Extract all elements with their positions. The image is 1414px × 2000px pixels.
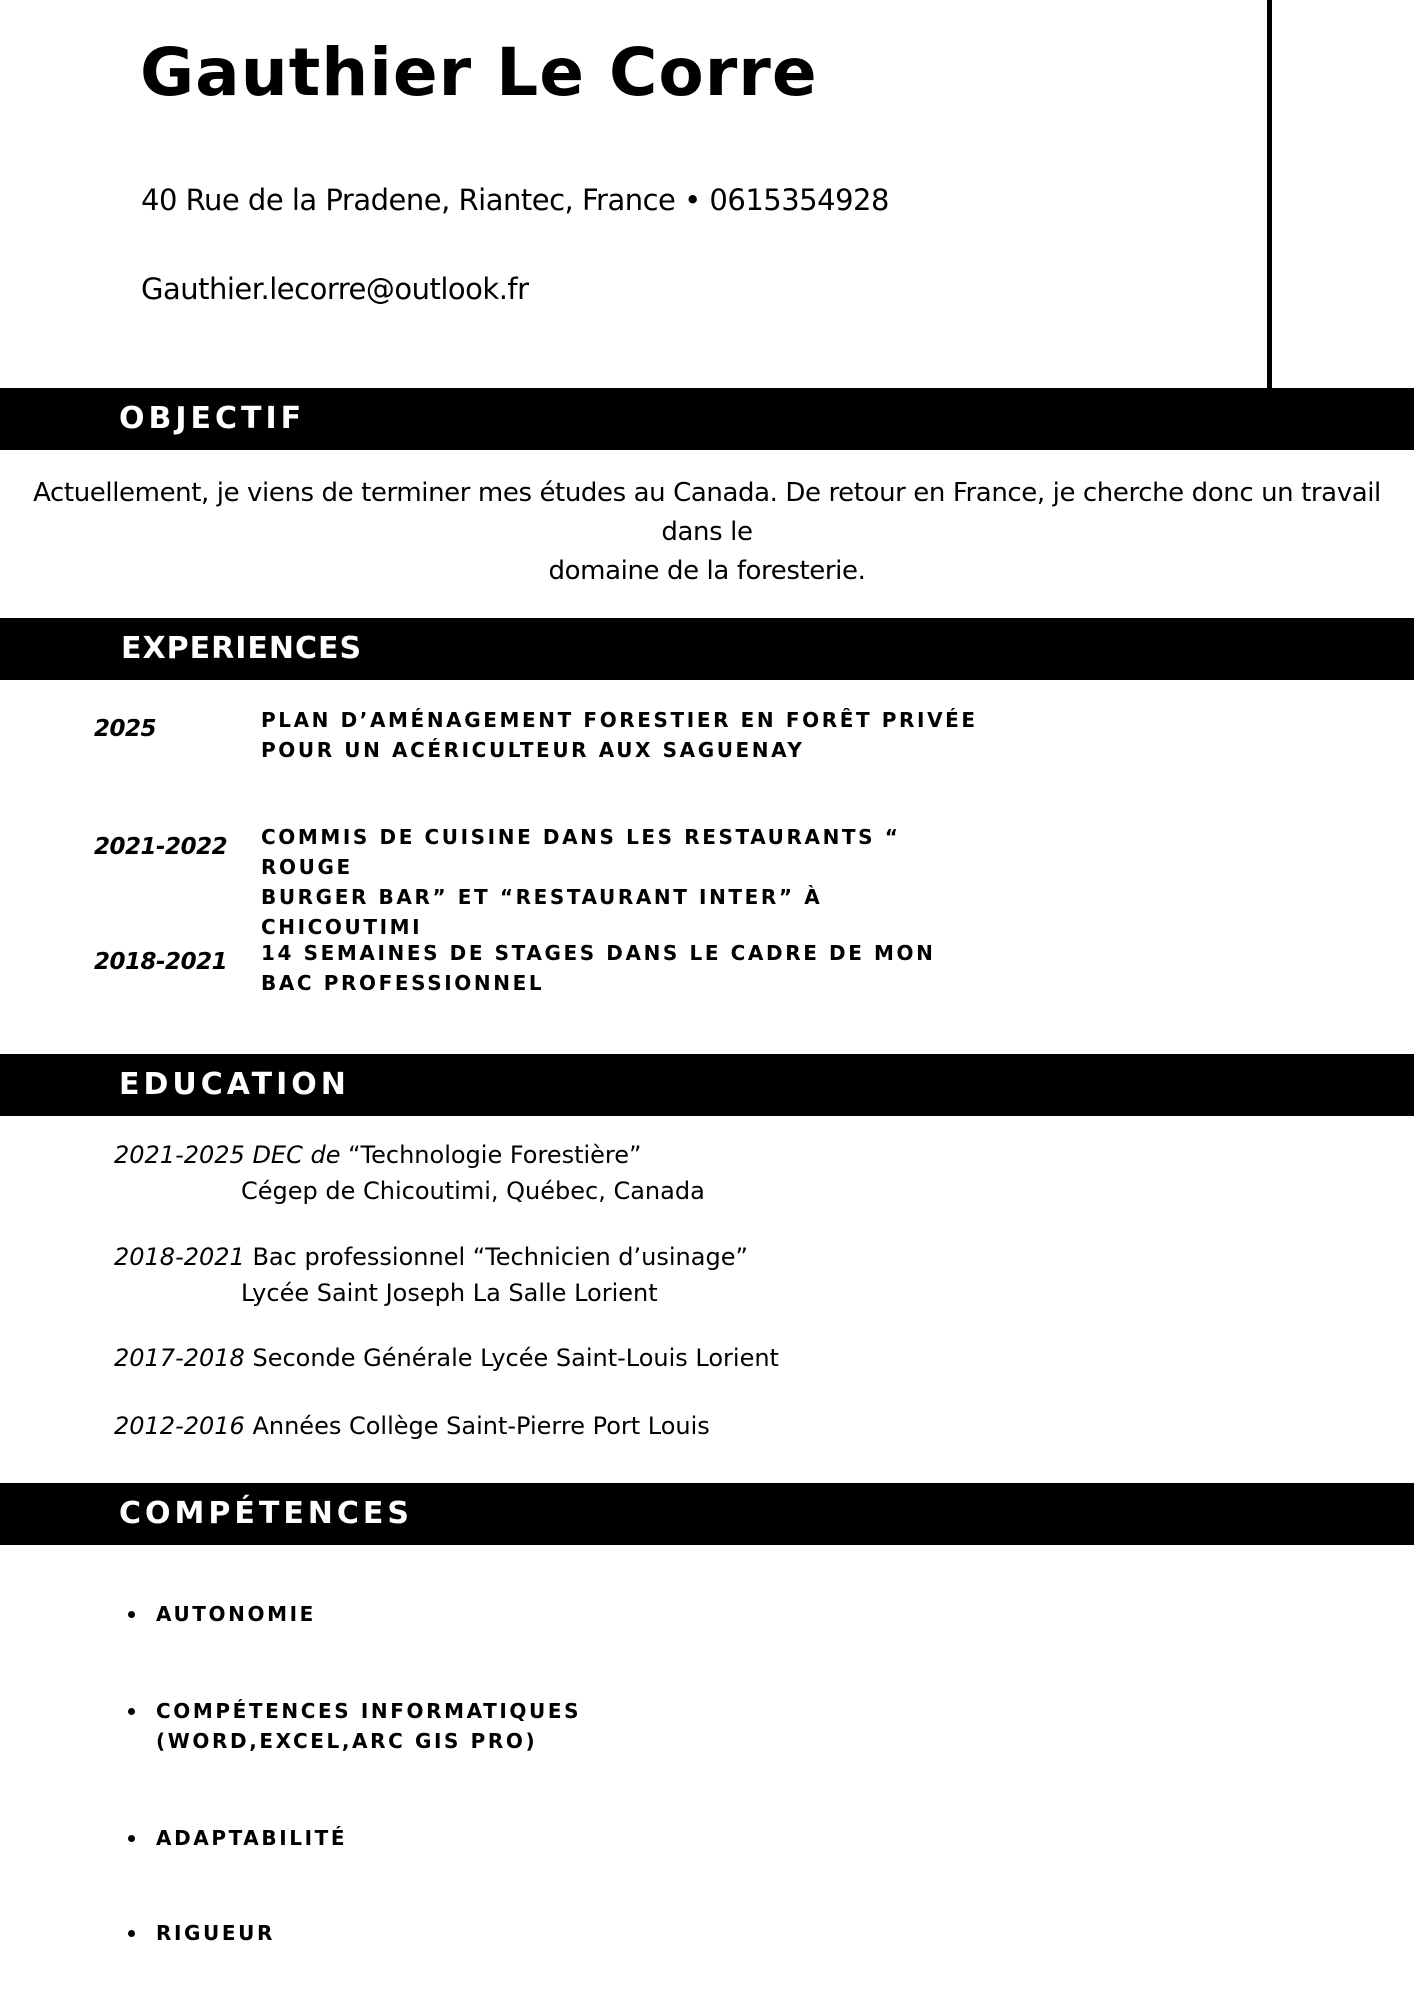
education-item <box>114 1412 710 1440</box>
skill-item <box>128 1823 347 1853</box>
skill-label: ADAPTABILITÉ <box>156 1826 348 1850</box>
skill-label: (WORD,EXCEL,ARC GIS PRO) <box>156 1729 538 1753</box>
experience-year: 2025 <box>94 716 157 742</box>
objective-text <box>0 474 1414 591</box>
bullet-icon <box>128 1930 135 1937</box>
education-institution: Lycée Saint Joseph La Salle Lorient <box>241 1279 658 1307</box>
section-header-education: EDUCATION <box>0 1054 1414 1116</box>
experience-title <box>261 938 981 998</box>
education-institution: Cégep de Chicoutimi, Québec, Canada <box>241 1177 705 1205</box>
objective-line: domaine de la foresterie. <box>548 556 866 586</box>
experience-title <box>261 822 981 942</box>
bullet-icon <box>128 1611 135 1618</box>
experience-title <box>261 705 981 765</box>
education-years: 2012-2016 <box>114 1412 245 1440</box>
section-header-skills: COMPÉTENCES <box>0 1483 1414 1545</box>
bullet-icon <box>128 1835 135 1842</box>
email: Gauthier.lecorre@outlook.fr <box>141 272 529 306</box>
experience-year: 2018-2021 <box>94 949 228 975</box>
experience-title-line: COMMIS DE CUISINE DANS LES RESTAURANTS “ ROUGE <box>261 825 901 879</box>
skill-item <box>128 1918 275 1948</box>
skill-item <box>128 1696 581 1756</box>
education-item <box>114 1344 779 1372</box>
experience-title-line: PLAN D’AMÉNAGEMENT FORESTIER EN FORÊT PRIVÉE <box>261 708 978 732</box>
experience-title-line: BURGER BAR” ET “RESTAURANT INTER” À CHICOUTIMI <box>261 885 823 939</box>
section-header-experiences: EXPERIENCES <box>0 618 1414 680</box>
education-item <box>114 1141 705 1205</box>
skill-label: COMPÉTENCES INFORMATIQUES <box>156 1699 582 1723</box>
education-text: Bac professionnel “Technicien d’usinage” <box>244 1243 748 1271</box>
education-item <box>114 1243 748 1307</box>
skill-label: RIGUEUR <box>156 1921 276 1945</box>
section-header-objective: OBJECTIF <box>0 388 1414 450</box>
experience-year: 2021-2022 <box>94 834 228 860</box>
address-phone: 40 Rue de la Pradene, Riantec, France • 0615354928 <box>141 183 889 217</box>
experience-title-line: BAC PROFESSIONNEL <box>261 971 545 995</box>
experience-title-line: 14 SEMAINES DE STAGES DANS LE CADRE DE MON <box>261 941 936 965</box>
skill-label: AUTONOMIE <box>156 1602 316 1626</box>
education-text: “Technologie Forestière” <box>340 1141 642 1169</box>
skill-item <box>128 1599 316 1629</box>
objective-line: Actuellement, je viens de terminer mes études au Canada. De retour en France, je cherche donc un travail dans le <box>33 478 1381 547</box>
bullet-icon <box>128 1708 135 1715</box>
education-years: 2018-2021 <box>114 1243 245 1271</box>
education-text: Années Collège Saint-Pierre Port Louis <box>244 1412 710 1440</box>
experience-title-line: POUR UN ACÉRICULTEUR AUX SAGUENAY <box>261 738 805 762</box>
candidate-name: Gauthier Le Corre <box>140 34 818 111</box>
education-years: 2017-2018 <box>114 1344 245 1372</box>
education-years: 2021-2025 DEC de <box>114 1141 341 1169</box>
education-text: Seconde Générale Lycée Saint-Louis Lorient <box>244 1344 779 1372</box>
vertical-divider <box>1267 0 1272 388</box>
